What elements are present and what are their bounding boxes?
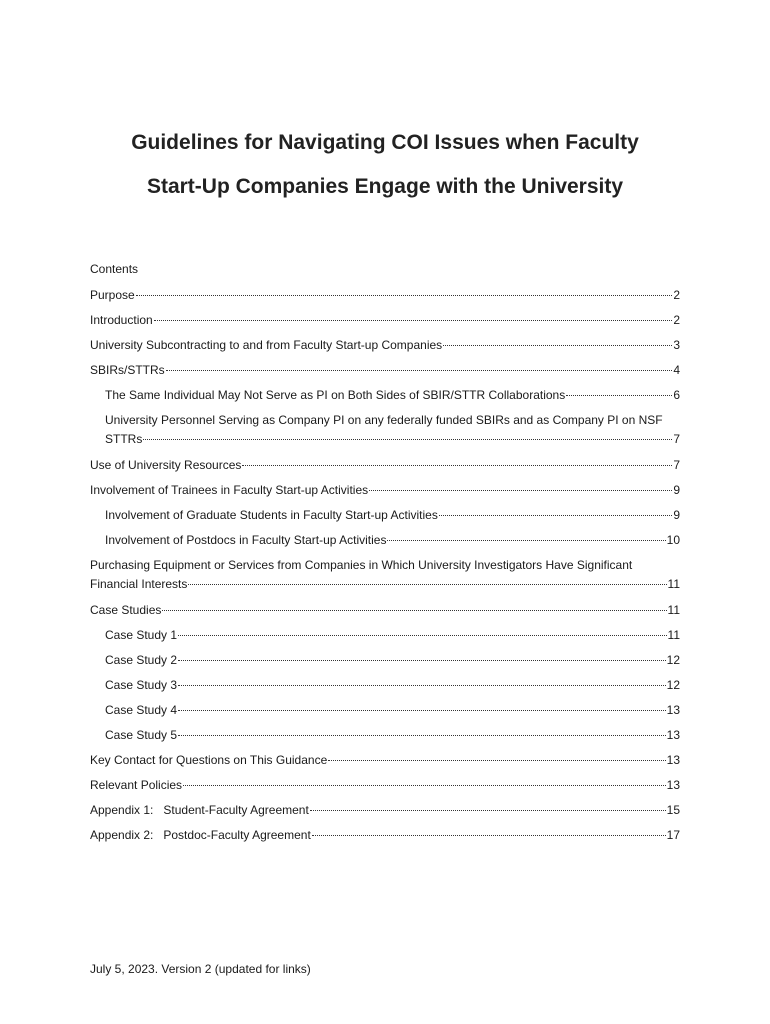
toc-entry-label: Appendix 1: Student-Faculty Agreement bbox=[90, 803, 309, 817]
document-title-line-2: Start-Up Companies Engage with the University bbox=[146, 175, 624, 198]
toc-entry-label: Involvement of Postdocs in Faculty Start-up Activities bbox=[105, 533, 387, 547]
toc-entry-label-first-line: Purchasing Equipment or Services from Companies in Which University Investigators Have Significant bbox=[90, 558, 633, 572]
toc-page-number: 13 bbox=[666, 778, 680, 792]
toc-entry-label: Case Study 3 bbox=[105, 678, 178, 692]
toc-page-number: 15 bbox=[666, 803, 680, 817]
toc-entry-label: Financial Interests bbox=[90, 577, 188, 591]
toc-entry-label: Case Studies bbox=[90, 603, 162, 617]
toc-entry-label: Use of University Resources bbox=[90, 458, 242, 472]
toc-entry-university-personnel-company-pi[interactable] bbox=[105, 413, 680, 447]
toc-entry-involvement-of-graduate-students[interactable] bbox=[105, 508, 680, 523]
toc-page-number: 7 bbox=[673, 458, 680, 472]
toc-entry-label: SBIRs/STTRs bbox=[90, 363, 165, 377]
toc-entry-label: Involvement of Trainees in Faculty Start-up Activities bbox=[90, 483, 369, 497]
toc-entry-label: Case Study 2 bbox=[105, 653, 178, 667]
toc-entry-appendix-1[interactable] bbox=[90, 803, 680, 818]
toc-page-number: 17 bbox=[666, 828, 680, 842]
toc-entry-label: Introduction bbox=[90, 313, 153, 327]
toc-entry-label: Purpose bbox=[90, 288, 135, 302]
toc-entry-label: Case Study 1 bbox=[105, 628, 178, 642]
toc-entry-key-contact[interactable] bbox=[90, 753, 680, 768]
toc-page-number: 2 bbox=[673, 288, 680, 302]
document-title-line-1: Guidelines for Navigating COI Issues when Faculty bbox=[131, 131, 639, 154]
toc-entry-use-of-university-resources[interactable] bbox=[90, 458, 680, 473]
toc-page-number: 9 bbox=[673, 508, 680, 522]
toc-entry-same-individual-pi[interactable] bbox=[105, 388, 680, 403]
toc-page-number: 4 bbox=[673, 363, 680, 377]
toc-page-number: 13 bbox=[666, 703, 680, 717]
toc-entry-label: Case Study 4 bbox=[105, 703, 178, 717]
toc-entry-case-study-2[interactable] bbox=[105, 653, 680, 668]
toc-page-number: 11 bbox=[667, 628, 680, 642]
toc-page-number: 11 bbox=[667, 577, 680, 591]
toc-page-number: 11 bbox=[667, 603, 680, 617]
toc-entry-label: Relevant Policies bbox=[90, 778, 183, 792]
toc-page-number: 9 bbox=[673, 483, 680, 497]
toc-entry-label: University Subcontracting to and from Faculty Start-up Companies bbox=[90, 338, 443, 352]
toc-entry-involvement-of-trainees[interactable] bbox=[90, 483, 680, 498]
toc-page-number: 7 bbox=[673, 432, 680, 446]
toc-entry-university-subcontracting[interactable] bbox=[90, 338, 680, 353]
toc-entry-label: Key Contact for Questions on This Guidance bbox=[90, 753, 328, 767]
toc-entry-label: Involvement of Graduate Students in Faculty Start-up Activities bbox=[105, 508, 438, 522]
toc-entry-case-study-5[interactable] bbox=[105, 728, 680, 743]
toc-page-number: 13 bbox=[666, 728, 680, 742]
toc-entry-case-study-3[interactable] bbox=[105, 678, 680, 693]
toc-entry-label: Appendix 2: Postdoc-Faculty Agreement bbox=[90, 828, 311, 842]
toc-page-number: 6 bbox=[673, 388, 680, 402]
toc-entry-purpose[interactable] bbox=[90, 288, 680, 303]
toc-page-number: 12 bbox=[666, 653, 680, 667]
toc-entry-label: The Same Individual May Not Serve as PI on Both Sides of SBIR/STTR Collaborations bbox=[105, 388, 566, 402]
toc-entry-case-studies[interactable] bbox=[90, 603, 680, 618]
toc-entry-involvement-of-postdocs[interactable] bbox=[105, 533, 680, 548]
toc-entry-relevant-policies[interactable] bbox=[90, 778, 680, 793]
toc-entry-purchasing-equipment[interactable] bbox=[90, 558, 680, 592]
toc-entry-case-study-4[interactable] bbox=[105, 703, 680, 718]
toc-entry-label: STTRs bbox=[105, 432, 143, 446]
toc-entry-sbirs-sttrs[interactable] bbox=[90, 363, 680, 378]
toc-page-number: 10 bbox=[666, 533, 680, 547]
toc-entry-introduction[interactable] bbox=[90, 313, 680, 328]
toc-page-number: 12 bbox=[666, 678, 680, 692]
toc-entry-case-study-1[interactable] bbox=[105, 628, 680, 643]
toc-page-number: 13 bbox=[666, 753, 680, 767]
toc-page-number: 2 bbox=[673, 313, 680, 327]
toc-entry-label-first-line: University Personnel Serving as Company PI on any federally funded SBIRs and as Company PI on NSF bbox=[105, 413, 663, 427]
contents-heading: Contents bbox=[90, 262, 139, 276]
toc-entry-label: Case Study 5 bbox=[105, 728, 178, 742]
footer-version-date: July 5, 2023. Version 2 (updated for links) bbox=[90, 962, 311, 976]
toc-entry-appendix-2[interactable] bbox=[90, 828, 680, 843]
toc-page-number: 3 bbox=[673, 338, 680, 352]
